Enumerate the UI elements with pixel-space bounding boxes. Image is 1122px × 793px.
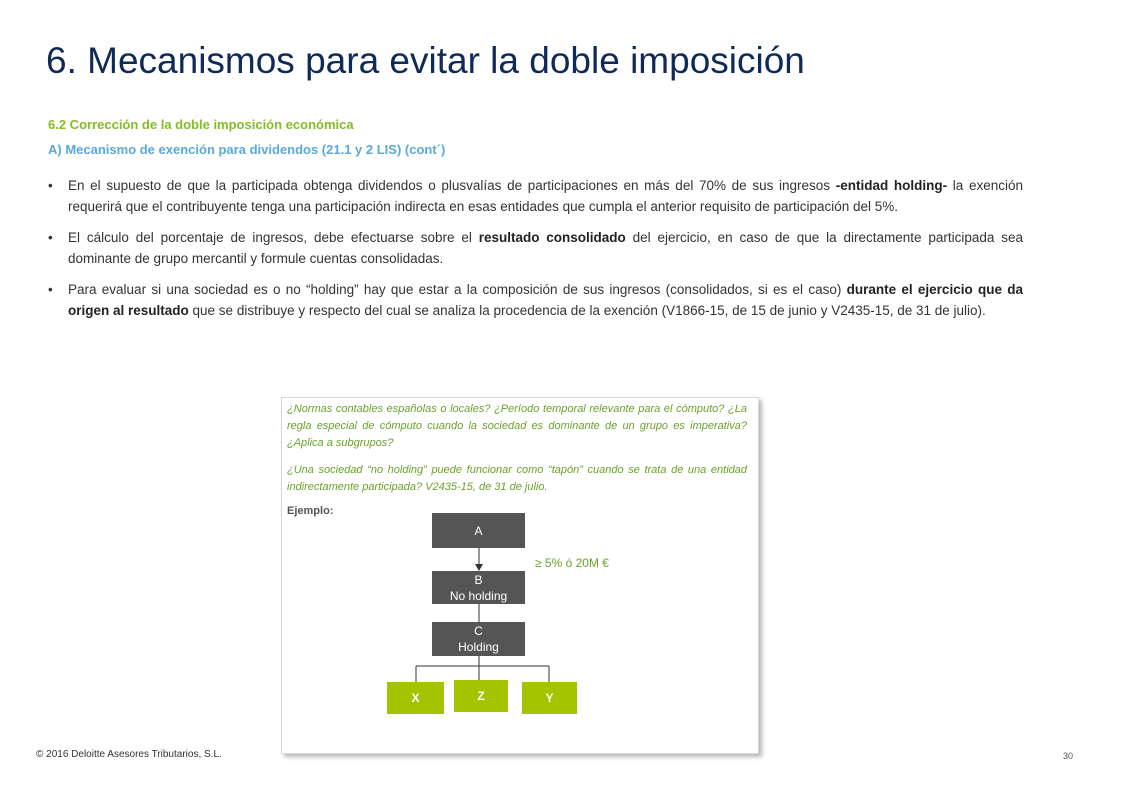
node-b — [432, 571, 525, 604]
node-b-label: B — [474, 572, 483, 587]
callout-question-2: ¿Una sociedad “no holding” puede funcionar como “tapón” cuando se trata de una entidad indirectamente participada? V2435-15, de 31 de julio. — [287, 464, 747, 493]
bullet-icon: • — [48, 230, 53, 245]
node-c-sublabel: Holding — [458, 640, 499, 654]
bullet-icon: • — [48, 178, 53, 193]
page-title: 6. Mecanismos para evitar la doble imposición — [46, 40, 805, 81]
bullet-bold-text: -entidad holding- — [835, 178, 948, 193]
bullet-bold-text: resultado consolidado — [478, 230, 626, 245]
arrow-head-icon — [475, 564, 483, 571]
node-z-label: Z — [477, 689, 485, 703]
page-number: 30 — [1063, 751, 1074, 761]
node-x — [387, 682, 444, 714]
node-z — [454, 680, 508, 712]
section-subtitle: 6.2 Corrección de la doble imposición económica — [48, 117, 354, 132]
node-y-label: Y — [545, 691, 554, 705]
callout-box — [281, 397, 759, 754]
footer-copyright: © 2016 Deloitte Asesores Tributarios, S.L. — [36, 749, 222, 760]
callout-question-1: ¿Normas contables españolas o locales? ¿Período temporal relevante para el cómputo? ¿La regla especial de cómputo cuando la sociedad es dominante de un grupo es imperativa? ¿Aplica a subgrupos? — [287, 403, 747, 449]
bullet-item — [48, 228, 1023, 269]
node-b-sublabel: No holding — [449, 588, 508, 603]
bullet-text: En el supuesto de que la participada obtenga dividendos o plusvalías de participaciones en más del 70% de sus ingresos — [68, 178, 836, 193]
bullet-text: Para evaluar si una sociedad es o no “holding” hay que estar a la composición de sus ingresos (consolidados, si es el caso) — [68, 282, 847, 297]
example-label: Ejemplo: — [287, 505, 334, 517]
bullet-bold-text: durante el ejercicio que da origen al resultado — [68, 282, 1023, 318]
bullet-item — [48, 280, 1023, 321]
bullet-text: la exención requerirá que el contribuyente tenga una participación indirecta en esas entidades que cumpla el anterior requisito de participación del 5%. — [68, 178, 1023, 214]
bullet-icon: • — [48, 282, 53, 297]
node-y — [522, 682, 577, 714]
bullet-text: del ejercicio, en caso de que la directamente participada sea dominante de grupo mercantil y formule cuentas consolidadas. — [68, 230, 1023, 266]
bullet-list — [48, 176, 1023, 332]
bullet-item — [48, 176, 1023, 217]
node-c-label: C — [474, 624, 483, 638]
bullet-text: El cálculo del porcentaje de ingresos, debe efectuarse sobre el — [68, 230, 479, 245]
bullet-text: que se distribuye y respecto del cual se analiza la procedencia de la exención (V1866-15, de 15 de junio y V2435-15, de 31 de julio). — [188, 302, 986, 318]
subsection-subtitle: A) Mecanismo de exención para dividendos (21.1 y 2 LIS) (cont´) — [48, 142, 446, 157]
node-a-label: A — [474, 523, 483, 538]
threshold-label: ≥ 5% ó 20M € — [535, 556, 609, 570]
node-a — [432, 513, 525, 548]
node-x-label: X — [411, 691, 420, 705]
node-c — [432, 622, 525, 656]
